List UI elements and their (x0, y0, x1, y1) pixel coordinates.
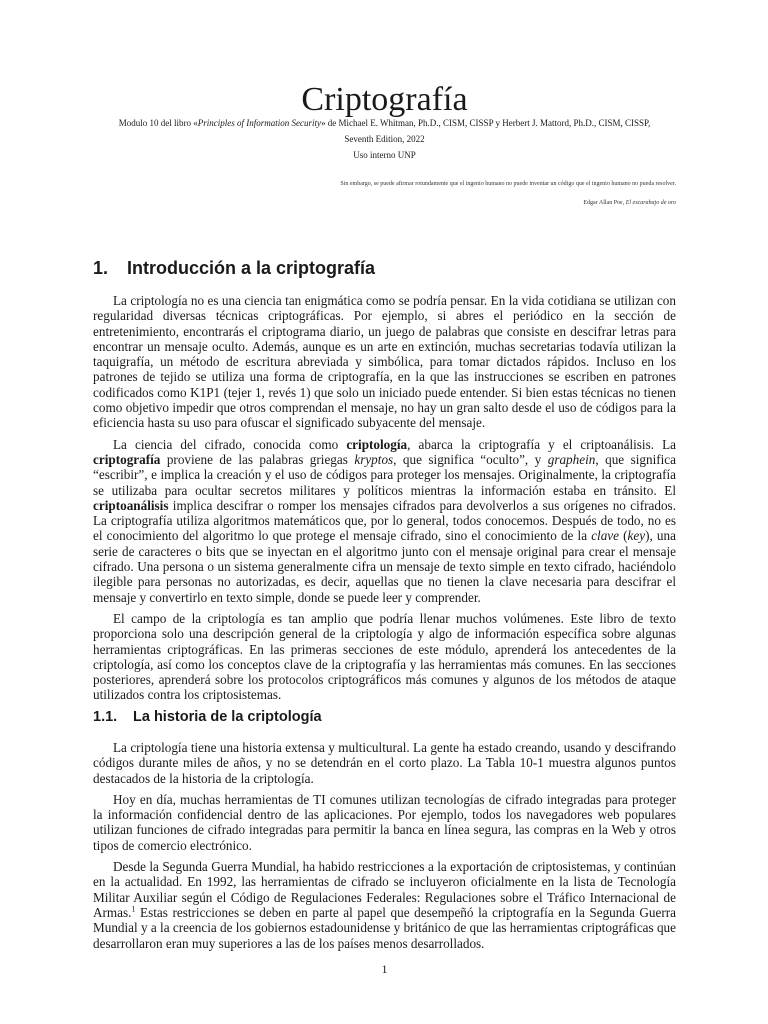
subtitle-line-1 (93, 115, 676, 131)
section-heading-1 (93, 257, 375, 279)
text-run: proviene de las palabras griegas (160, 451, 355, 467)
epigraph-author: Edgar Allan Poe, (583, 200, 626, 206)
bold-term: criptoanálisis (93, 497, 169, 513)
section-1-body (93, 293, 676, 709)
text-run: La criptología tiene una historia extensa y multicultural. La gente ha estado creando, usando y descifrando códigos durante miles de años, y no se detendrán en el corto plazo. La Tabla 10-1 muestra algunos puntos destacados de la historia de la criptología. (93, 740, 676, 786)
section-number: 1. (93, 258, 109, 278)
text-run: ), una serie de caracteres o bits que se inyectan en el algoritmo junto con el mensaje original para crear el mensaje cifrado. Una persona o un sistema generalmente cifra un mensaje de texto simple en texto cifrado, haciéndolo ilegible para personas no autorizadas, es decir, aquellas que no tienen la clave necesaria para descifrar el mensaje y convertirlo en texto simple, donde se puede leer y comprender. (93, 528, 676, 605)
subtitle-authors: » de Michael E. Whitman, Ph.D., CISM, CISSP y Herbert J. Mattord, Ph.D., CISM, CISSP, (320, 118, 651, 128)
subsection-title: La historia de la criptología (133, 709, 322, 725)
subtitle-usage: Uso interno UNP (353, 150, 416, 160)
text-run: , que significa “escribir”, e implica la creación y el uso de códigos para proteger los mensajes. Originalmente, la criptografía se utilizaba para ocultar secretos militares y políticos mientras la información estaba en tránsito. El (93, 451, 677, 498)
subtitle-prefix: Modulo 10 del libro « (118, 118, 198, 128)
section-1-1-body (93, 740, 676, 957)
document-title: Criptografía (301, 81, 468, 118)
italic-term: key (627, 528, 646, 544)
italic-term: clave (591, 528, 620, 544)
paragraph (93, 792, 676, 853)
text-run: implica descifrar o romper los mensajes cifrados para devolverlos a sus orígenes no cifrados. La criptografía utiliza algoritmos matemáticos que, por lo general, todos conocemos. Después de todo, no es el conocimiento del algoritmo lo que protege el mensaje cifrado, sino el conocimiento de la (93, 497, 676, 544)
text-run: , abarca la criptografía y el criptoanálisis. La (407, 436, 676, 452)
epigraph (256, 180, 676, 208)
paragraph (93, 611, 676, 703)
subtitle-edition: Seventh Edition, 2022 (344, 134, 425, 144)
footnote-marker: 1 (131, 904, 136, 914)
epigraph-attribution (256, 199, 676, 208)
text-run: La ciencia del cifrado, conocida como (113, 436, 347, 452)
paragraph (93, 293, 676, 431)
text-run: La criptología no es una ciencia tan enigmática como se podría pensar. En la vida cotidiana se utilizan con regularidad diversas técnicas criptográficas. Por ejemplo, si abres el periódico en la sección de entretenimiento, encontrarás el criptograma diario, un juego de palabras que consiste en descifrar letras para encontrar un mensaje oculto. Además, aunque es un arte en extinción, muchas secretarias todavía utilizan la taquigrafía, un método de escritura abreviada y simbólica, para tomar dictados rápidos. Incluso en los patrones de tejido se utiliza una forma de criptografía, en la que las instrucciones se escriben en patrones codificados como K1P1 (tejer 1, revés 1) que solo un iniciado puede entender. Si bien estas técnicas no tienen como objetivo impedir que otros comprendan el mensaje, no hay un gran salto desde el uso de códigos para la eficiencia hasta su uso para ofuscar el significado subyacente del mensaje. (93, 293, 676, 431)
text-run: Estas restricciones se deben en parte al papel que desempeñó la criptografía en la Segunda Guerra Mundial y a la creencia de los gobiernos estadounidense y británico de que las herramientas criptográficas que desarrollaron eran muy superiores a las de los países menos desarrollados. (93, 904, 676, 951)
section-heading-1-1 (93, 708, 322, 726)
paragraph (93, 437, 676, 605)
text-run: El campo de la criptología es tan amplio que podría llenar muchos volúmenes. Este libro de texto proporciona solo una descripción general de la criptología y algo de información específica sobre algunas herramientas criptográficas. En las primeras secciones de este módulo, aprenderá los antecedentes de la criptología, así como los conceptos clave de la criptografía y las herramientas más comunes. En las secciones posteriores, aprenderá sobre los protocolos criptográficos más comunes y algunos de los métodos de ataque utilizados contra los criptosistemas. (93, 610, 676, 703)
epigraph-quote: Sin embargo, se puede afirmar rotundamente que el ingenio humano no puede inventar un código que el ingenio humano no pueda resolver. (340, 181, 676, 187)
italic-term: kryptos (354, 451, 394, 467)
book-title: Principles of Information Security (197, 118, 321, 128)
italic-term: graphein (547, 451, 596, 467)
paragraph (93, 740, 676, 786)
text-run: ( (619, 528, 628, 544)
page-number: 1 (381, 962, 388, 976)
paragraph (93, 859, 676, 951)
text-run: Hoy en día, muchas herramientas de TI comunes utilizan tecnologías de cifrado integradas para proteger la información confidencial dentro de las aplicaciones. Por ejemplo, todos los navegadores web populares utilizan funciones de cifrado integradas para permitir la banca en línea segura, las compras en la Web y otros tipos de comercio electrónico. (93, 791, 676, 853)
bold-term: criptografía (93, 451, 161, 467)
text-run: Desde la Segunda Guerra Mundial, ha habido restricciones a la exportación de criptosistemas, y continúan en la actualidad. En 1992, las herramientas de cifrado se incluyeron oficialmente en la lista de Tecnología Militar Auxiliar según el Código de Regulaciones Federales: Regulaciones sobre el Tráfico Internacional de Armas. (93, 859, 676, 920)
section-title: Introducción a la criptografía (127, 258, 376, 278)
epigraph-work: El escarabajo de oro (625, 200, 676, 206)
bold-term: criptología (346, 436, 408, 452)
document-subtitle (93, 115, 676, 163)
subsection-number: 1.1. (93, 709, 118, 725)
document-page (93, 0, 676, 1024)
text-run: , que significa “oculto”, y (393, 451, 548, 467)
